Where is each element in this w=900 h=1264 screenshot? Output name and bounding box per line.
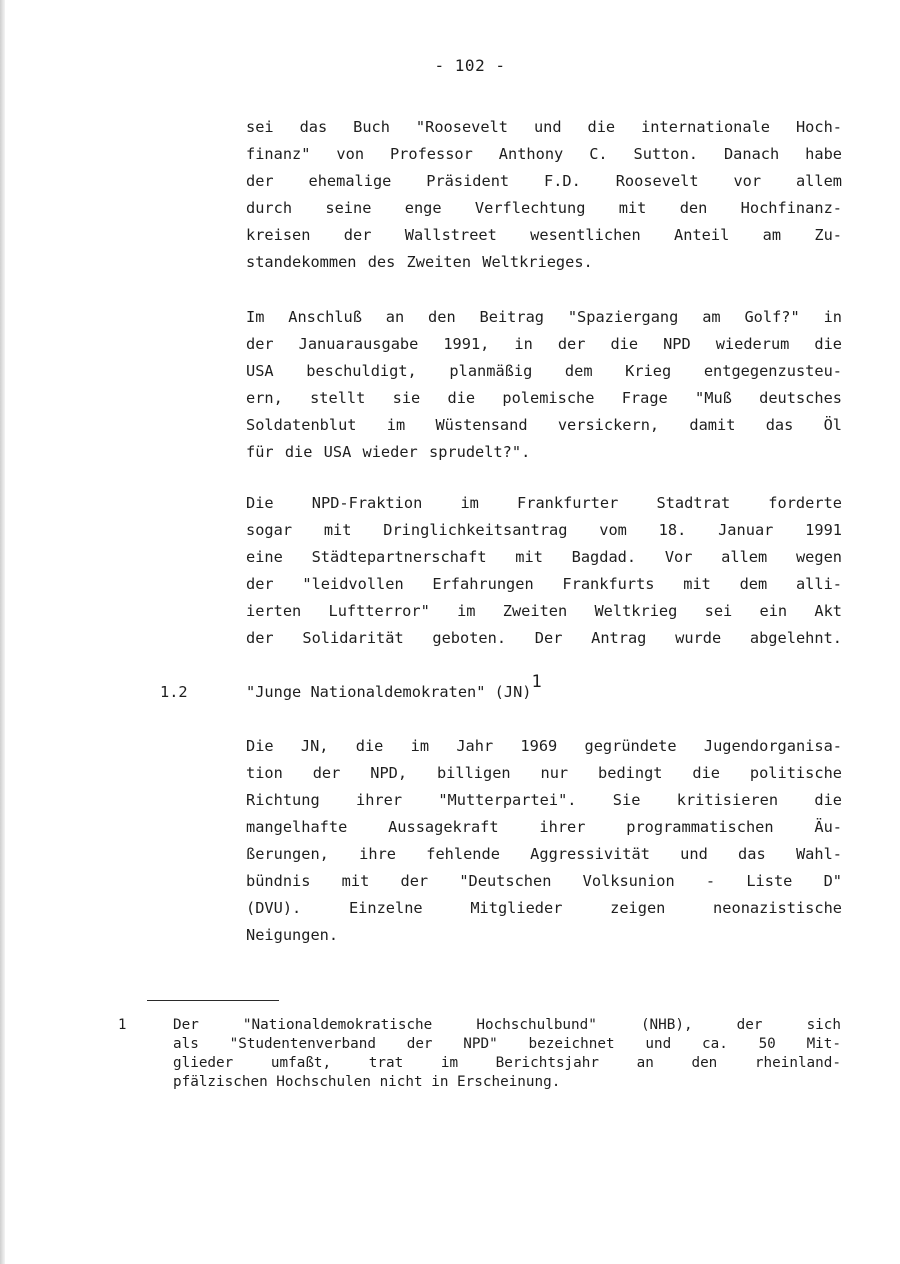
- text-line: Neigungen.: [246, 926, 339, 944]
- text-line: für die USA wieder sprudelt?".: [246, 443, 531, 461]
- text-line: durch seine enge Verflechtung mit den Hochfinanz-: [246, 199, 842, 217]
- footnote-text: [173, 1016, 841, 1092]
- text-line: standekommen des Zweiten Weltkrieges.: [246, 253, 593, 271]
- text-line: sei das Buch "Roosevelt und die internationale Hoch-: [246, 118, 842, 136]
- text-line: mangelhafte Aussagekraft ihrer programmatischen Äu-: [246, 818, 842, 836]
- text-line: Die JN, die im Jahr 1969 gegründete Jugendorganisa-: [246, 737, 842, 755]
- text-line: ierten Luftterror" im Zweiten Weltkrieg sei ein Akt: [246, 602, 842, 620]
- paragraph-roosevelt-book: [246, 114, 842, 276]
- page-number: - 102 -: [434, 56, 506, 75]
- footnote-line: pfälzischen Hochschulen nicht in Erscheinung.: [173, 1074, 561, 1090]
- text-line: tion der NPD, billigen nur bedingt die politische: [246, 764, 842, 782]
- footnote-line: Der "Nationaldemokratische Hochschulbund" (NHB), der sich: [173, 1017, 841, 1033]
- paragraph-jn-description: [246, 733, 842, 949]
- paragraph-frankfurt-motion: [246, 490, 842, 652]
- section-heading: [246, 671, 542, 706]
- text-line: ßerungen, ihre fehlende Aggressivität und das Wahl-: [246, 845, 842, 863]
- text-line: USA beschuldigt, planmäßig dem Krieg entgegenzusteu-: [246, 362, 842, 380]
- text-line: bündnis mit der "Deutschen Volksunion - Liste D": [246, 872, 842, 890]
- section-heading-text: "Junge Nationaldemokraten" (JN): [246, 683, 532, 701]
- text-line: (DVU). Einzelne Mitglieder zeigen neonazistische: [246, 899, 842, 917]
- scan-edge-shadow: [0, 0, 5, 1264]
- text-line: Im Anschluß an den Beitrag "Spaziergang am Golf?" in: [246, 308, 842, 326]
- footnote-reference: 1: [531, 671, 542, 692]
- footnote-line: als "Studentenverband der NPD" bezeichnet und ca. 50 Mit-: [173, 1036, 841, 1052]
- text-line: finanz" von Professor Anthony C. Sutton. Danach habe: [246, 145, 842, 163]
- footnote-marker: 1: [118, 1017, 127, 1033]
- text-line: ern, stellt sie die polemische Frage "Muß deutsches: [246, 389, 842, 407]
- text-line: Soldatenblut im Wüstensand versickern, damit das Öl: [246, 416, 842, 434]
- text-line: der "leidvollen Erfahrungen Frankfurts mit dem alli-: [246, 575, 842, 593]
- text-line: der Solidarität geboten. Der Antrag wurde abgelehnt.: [246, 629, 842, 647]
- section-number: 1.2: [160, 683, 188, 701]
- text-line: kreisen der Wallstreet wesentlichen Anteil am Zu-: [246, 226, 842, 244]
- text-line: der Januarausgabe 1991, in der die NPD wiederum die: [246, 335, 842, 353]
- text-line: eine Städtepartnerschaft mit Bagdad. Vor allem wegen: [246, 548, 842, 566]
- text-line: sogar mit Dringlichkeitsantrag vom 18. Januar 1991: [246, 521, 842, 539]
- paragraph-golf-article: [246, 304, 842, 466]
- text-line: Die NPD-Fraktion im Frankfurter Stadtrat forderte: [246, 494, 842, 512]
- footnote-line: glieder umfaßt, trat im Berichtsjahr an den rheinland-: [173, 1055, 841, 1071]
- footnote-separator: [147, 1000, 279, 1001]
- text-line: der ehemalige Präsident F.D. Roosevelt vor allem: [246, 172, 842, 190]
- text-line: Richtung ihrer "Mutterpartei". Sie kritisieren die: [246, 791, 842, 809]
